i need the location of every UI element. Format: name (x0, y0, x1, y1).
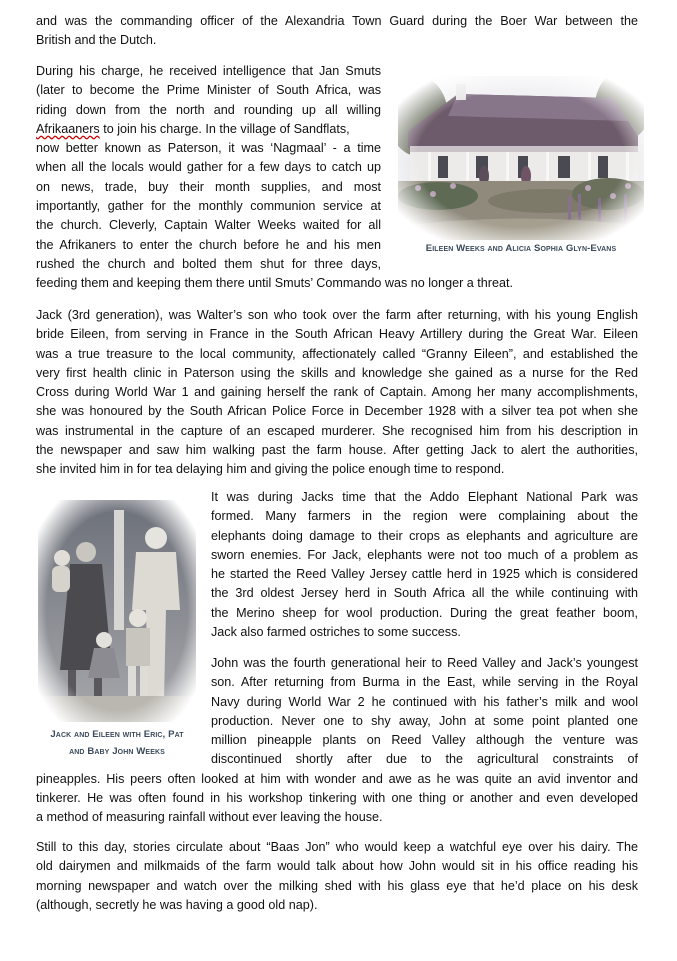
text-line: Afrikaaners to join his charge. In the village of Sandflats, (36, 121, 350, 136)
caption-line: Jack and Eileen with Eric, Pat (50, 729, 184, 740)
text-line: British and the Dutch. (36, 33, 157, 48)
text-line: sworn enemies. For Jack, elephants were not too much of a problem as (211, 547, 638, 562)
text-line: a method of measuring rainfall without ever leaving the house. (36, 810, 383, 825)
paragraph-boer-war (36, 12, 638, 51)
text-line: discontinued shortly after due to the agricultural constraints of (211, 752, 638, 767)
text-line: very first health clinic in Paterson using the skills and knowledge she gained as a nurse for the Red (36, 365, 638, 380)
text-line: pineapples. His peers often looked at him with wonder and awe as he was quite an avid inventor and (36, 771, 638, 786)
text-line: Jack also farmed ostriches to some success. (211, 625, 461, 640)
text-line: she invited him in for tea delaying him and giving the police enough time to respond. (36, 462, 505, 477)
text-line: morning newspaper and watch over the milking shed with his glass eye that he’d place on his desk (36, 878, 638, 893)
text-line: the 3rd oldest Jersey herd in South Africa all the while continuing with (211, 586, 638, 601)
text-line: formed. Many farmers in the region were complaining about the (211, 509, 638, 524)
text-line: and was the commanding officer of the Alexandria Town Guard during the Boer War between the (36, 14, 638, 28)
text-line: It was during Jacks time that the Addo Elephant National Park was (211, 490, 638, 504)
text-line: the church. Cleverly, Captain Walter Weeks waited for all (36, 218, 381, 233)
text-line: production. Never one to shy away, John at some point planted one (211, 713, 638, 728)
text-line: (although, secretly he was having a good old nap). (36, 897, 318, 912)
text-line: importantly, gather for the monthly communion service at (36, 199, 381, 214)
farmhouse-illustration (398, 76, 644, 240)
photo-caption: Eileen Weeks and Alicia Sophia Glyn-Evans (425, 243, 617, 254)
paragraph-baas-jon (36, 838, 638, 915)
paragraph-john (36, 654, 638, 828)
text-line: on news, trade, buy their month supplies, and most (36, 179, 381, 194)
misspelled-word: Afrikaaners (36, 121, 100, 136)
caption-line: and Baby John Weeks (69, 746, 165, 757)
text-line: (later to become the Prime Minister of South Africa, was (36, 83, 381, 98)
text-line: the newspaper and saw him walking past the farm house. After getting Jack to alert the authorities, (36, 443, 638, 458)
text-line: the Afrikaners to enter the church before he and his men (36, 237, 381, 252)
text-line: when all the locals would gather for a few days to catch up (36, 160, 381, 175)
text-line: she was honoured by the South African Police Force in December 1928 with a silver tea pot when she (36, 404, 638, 419)
text-line: old dairymen and milkmaids of the farm would talk about how John would sit in his office reading his (36, 859, 638, 874)
text-line: During his charge, he received intelligence that Jan Smuts (36, 64, 381, 78)
text-line: now better known as Paterson, it was ‘Nagmaal’ - a time (36, 141, 381, 156)
text-line: Cross during World War 1 and gaining herself the rank of Captain. Among her many accomplishments, (36, 385, 638, 400)
farmhouse-photo (398, 76, 644, 240)
text-line: feeding them and keeping them there until Smuts’ Commando was no longer a threat. (36, 276, 513, 291)
text-line: Jack (3rd generation), was Walter’s son who took over the farm after returning, with his young English (36, 308, 638, 322)
text-line: was instrumental in the capture of an escaped murderer. She recognised him from his description in (36, 423, 638, 438)
text-line: rushed the church and bolted them shut for three days, (36, 256, 381, 271)
text-line: million pineapple plants on Reed Valley although the venture was (211, 733, 638, 748)
text-line: tinkerer. He was often found in his workshop tinkering with one thing or another and even developed (36, 791, 638, 806)
text-line: Still to this day, stories circulate about “Baas Jon” who would keep a watchful eye over his dairy. The (36, 840, 638, 854)
paragraph-addo-elephant (211, 488, 638, 642)
text-line: the Merino sheep for wool production. During the great feather boom, (211, 605, 638, 620)
text-line: was a true treasure to the local community, affectionately called “Granny Eileen”, and established the (36, 346, 638, 361)
text-line: bride Eileen, from serving in France in the South African Heavy Artillery during the Great War. Eileen (36, 327, 638, 342)
text-line: he started the Reed Valley Jersey cattle herd in 1925 which is considered (211, 567, 638, 582)
text-line: Navy during World War 2 he continued with his father’s milk and wool (211, 694, 638, 709)
text-line: John was the fourth generational heir to Reed Valley and Jack’s youngest (211, 656, 638, 670)
text-line: son. After returning from Burma in the East, while serving in the Royal (211, 675, 638, 690)
text-line: riding down from the north and rounding up all willing (36, 102, 381, 117)
text-line: elephants doing damage to their crops as elephants and agriculture are (211, 528, 638, 543)
paragraph-jack-eileen (36, 306, 638, 480)
